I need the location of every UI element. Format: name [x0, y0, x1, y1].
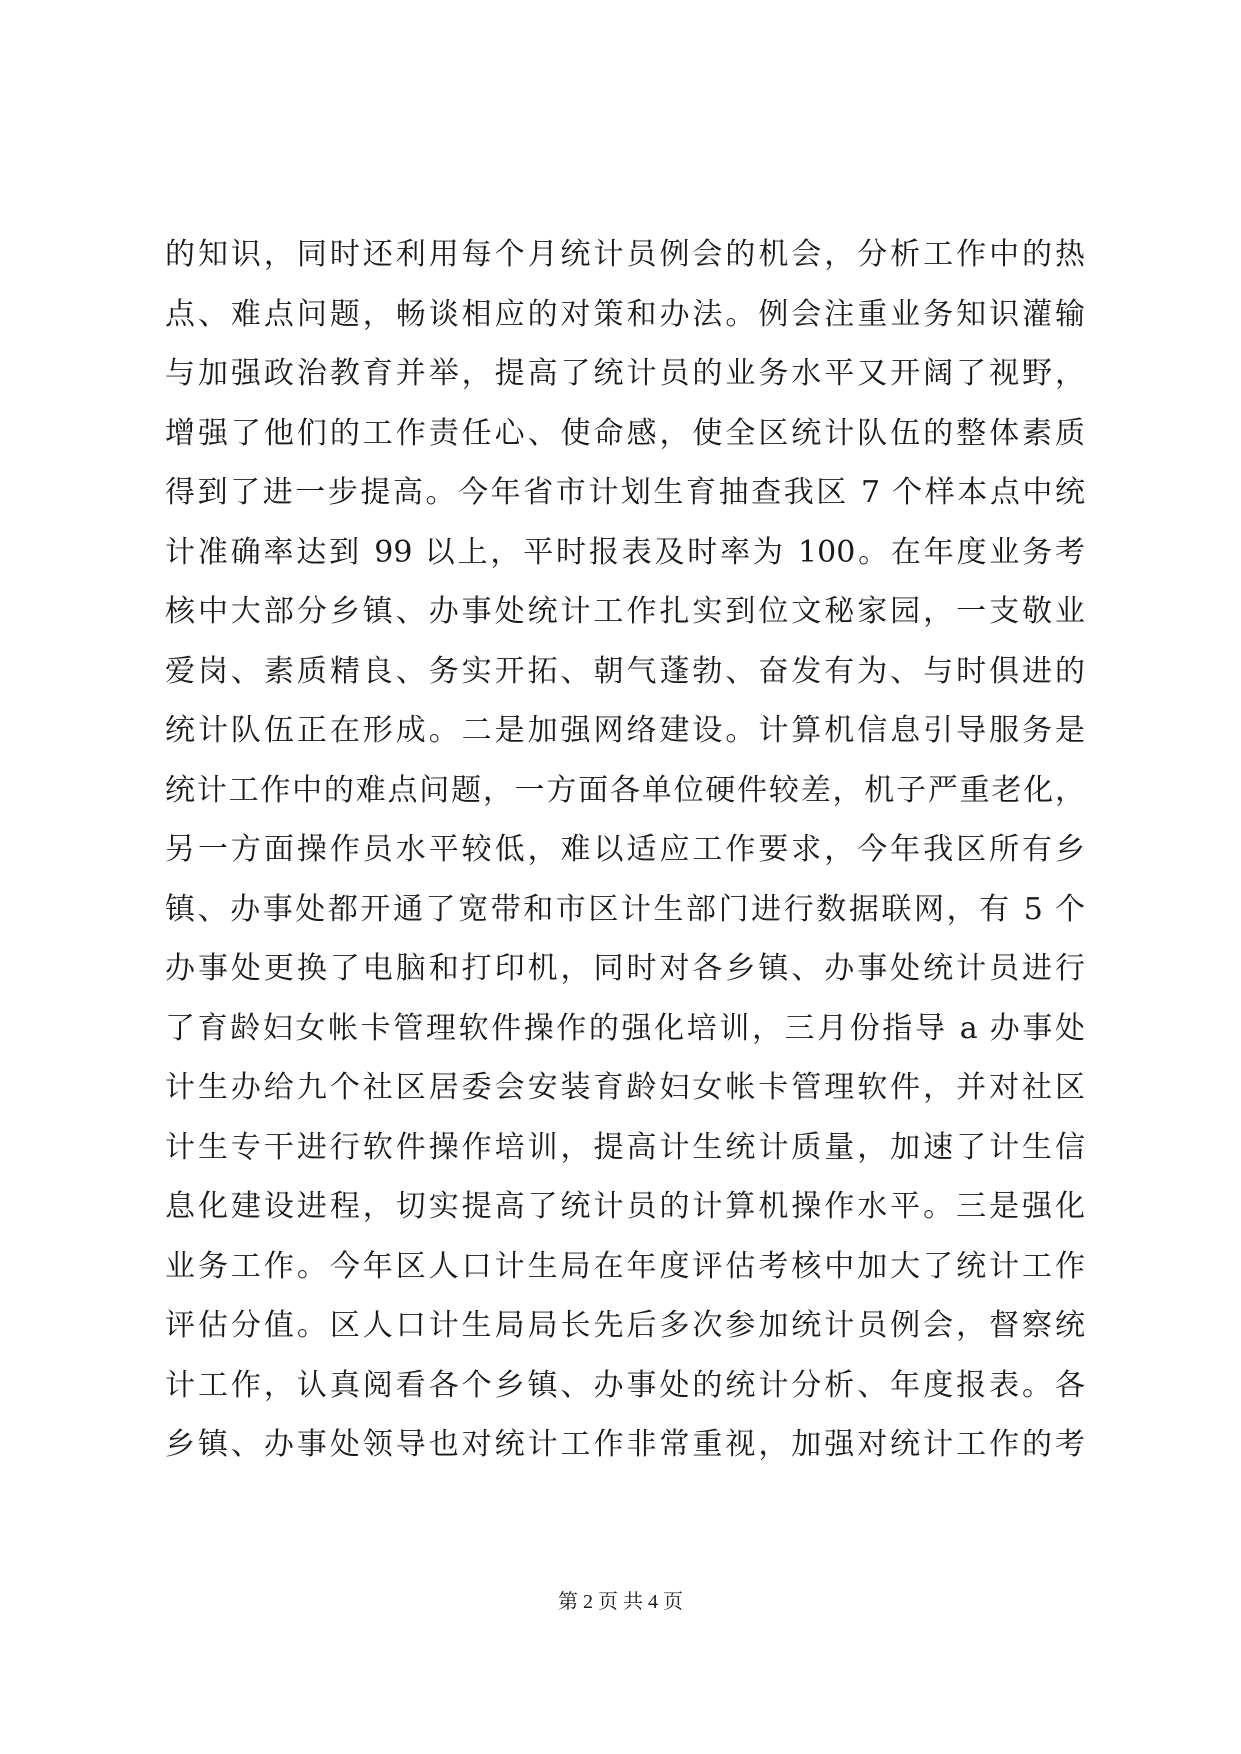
text-line: 计准确率达到 99 以上，平时报表及时率为 100。在年度业务考	[165, 534, 1085, 570]
text-line: 乡镇、办事处领导也对统计工作非常重视，加强对统计工作的考	[165, 1427, 1085, 1462]
text-line: 与加强政治教育并举，提高了统计员的业务水平又开阔了视野，	[165, 356, 1085, 391]
text-line: 统计工作中的难点问题，一方面各单位硬件较差，机子严重老化，	[165, 772, 1085, 808]
text-line: 的知识，同时还利用每个月统计员例会的机会，分析工作中的热	[165, 237, 1085, 272]
body-text	[165, 225, 1085, 1475]
text-line: 得到了进一步提高。今年省市计划生育抽查我区 7 个样本点中统	[165, 475, 1085, 510]
text-line: 统计队伍正在形成。二是加强网络建设。计算机信息引导服务是	[165, 713, 1085, 748]
text-line: 爱岗、素质精良、务实开拓、朝气蓬勃、奋发有为、与时俱进的	[165, 653, 1085, 689]
text-line: 镇、办事处都开通了宽带和市区计生部门进行数据联网，有 5 个	[165, 891, 1085, 927]
text-line: 计工作，认真阅看各个乡镇、办事处的统计分析、年度报表。各	[165, 1367, 1085, 1403]
text-line: 增强了他们的工作责任心、使命感，使全区统计队伍的整体素质	[165, 415, 1085, 451]
text-line: 点、难点问题，畅谈相应的对策和办法。例会注重业务知识灌输	[165, 296, 1085, 332]
text-line: 息化建设进程，切实提高了统计员的计算机操作水平。三是强化	[165, 1189, 1085, 1224]
text-line: 办事处更换了电脑和打印机，同时对各乡镇、办事处统计员进行	[165, 951, 1085, 986]
text-line: 业务工作。今年区人口计生局在年度评估考核中加大了统计工作	[165, 1248, 1085, 1284]
text-line: 计生专干进行软件操作培训，提高计生统计质量，加速了计生信	[165, 1129, 1085, 1165]
text-line: 计生办给九个社区居委会安装育龄妇女帐卡管理软件，并对社区	[165, 1070, 1085, 1105]
text-line: 核中大部分乡镇、办事处统计工作扎实到位文秘家园，一支敬业	[165, 594, 1085, 629]
text-line: 另一方面操作员水平较低，难以适应工作要求，今年我区所有乡	[165, 832, 1085, 867]
text-line: 评估分值。区人口计生局局长先后多次参加统计员例会，督察统	[165, 1308, 1085, 1343]
page-number-footer: 第 2 页 共 4 页	[558, 1591, 683, 1613]
text-line: 了育龄妇女帐卡管理软件操作的强化培训，三月份指导 a 办事处	[165, 1010, 1085, 1046]
